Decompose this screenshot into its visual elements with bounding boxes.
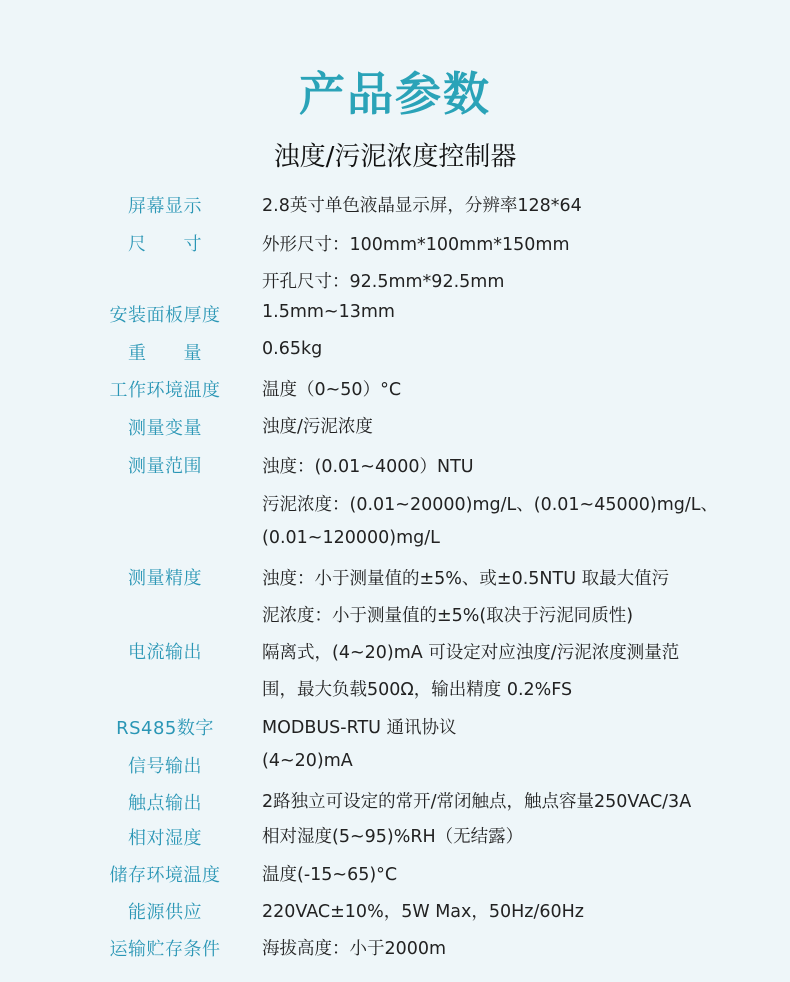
spec-label: 能源供应 <box>128 902 202 923</box>
spec-value: (0.01~120000)mg/L <box>262 528 440 548</box>
spec-value: 2路独立可设定的常开/常闭触点，触点容量250VAC/3A <box>262 792 692 812</box>
spec-value: 1.5mm~13mm <box>262 302 395 322</box>
spec-label: 工作环境温度 <box>109 380 221 401</box>
spec-value: 围，最大负载500Ω，输出精度 0.2%FS <box>262 680 573 700</box>
spec-label: 重 量 <box>128 343 202 364</box>
spec-value: 浊度：(0.01~4000）NTU <box>262 457 474 477</box>
spec-label: 电流输出 <box>128 642 202 663</box>
spec-value: 隔离式，(4~20)mA 可设定对应浊度/污泥浓度测量范 <box>262 643 680 663</box>
spec-value: 0.65kg <box>262 339 323 359</box>
spec-value: 温度(-15~65)°C <box>262 865 398 885</box>
spec-value: 温度（0~50）°C <box>262 380 402 400</box>
spec-value: 2.8英寸单色液晶显示屏，分辨率128*64 <box>262 196 582 216</box>
spec-label: 相对湿度 <box>128 828 202 849</box>
spec-label: 测量范围 <box>128 456 202 477</box>
spec-label: 触点输出 <box>128 793 202 814</box>
spec-label: 信号输出 <box>128 756 202 777</box>
spec-value: 海拔高度：小于2000m <box>262 939 447 959</box>
spec-value: 开孔尺寸：92.5mm*92.5mm <box>262 272 505 292</box>
page-title: 产品参数 <box>299 67 491 121</box>
spec-label: 尺 寸 <box>128 234 202 255</box>
spec-value: 浊度/污泥浓度 <box>262 417 373 437</box>
spec-label: 测量精度 <box>128 568 202 589</box>
spec-label: 屏幕显示 <box>128 196 202 217</box>
spec-value: 220VAC±10%，5W Max，50Hz/60Hz <box>262 902 584 922</box>
spec-value: 外形尺寸：100mm*100mm*150mm <box>262 235 570 255</box>
spec-value: 浊度：小于测量值的±5%、或±0.5NTU 取最大值污 <box>262 569 670 589</box>
spec-label: RS485数字 <box>116 718 214 739</box>
spec-value: MODBUS-RTU 通讯协议 <box>262 718 457 738</box>
spec-value: (4~20)mA <box>262 751 353 771</box>
spec-label: 运输贮存条件 <box>109 939 221 960</box>
spec-value: 泥浓度：小于测量值的±5%(取决于污泥同质性) <box>262 606 634 626</box>
spec-value: 污泥浓度：(0.01~20000)mg/L、(0.01~45000)mg/L、 <box>262 495 719 515</box>
spec-label: 安装面板厚度 <box>109 305 221 326</box>
spec-value: 相对湿度(5~95)%RH（无结露） <box>262 827 524 847</box>
spec-label: 测量变量 <box>128 418 202 439</box>
spec-label: 储存环境温度 <box>109 865 221 886</box>
product-name: 浊度/污泥浓度控制器 <box>273 142 517 172</box>
